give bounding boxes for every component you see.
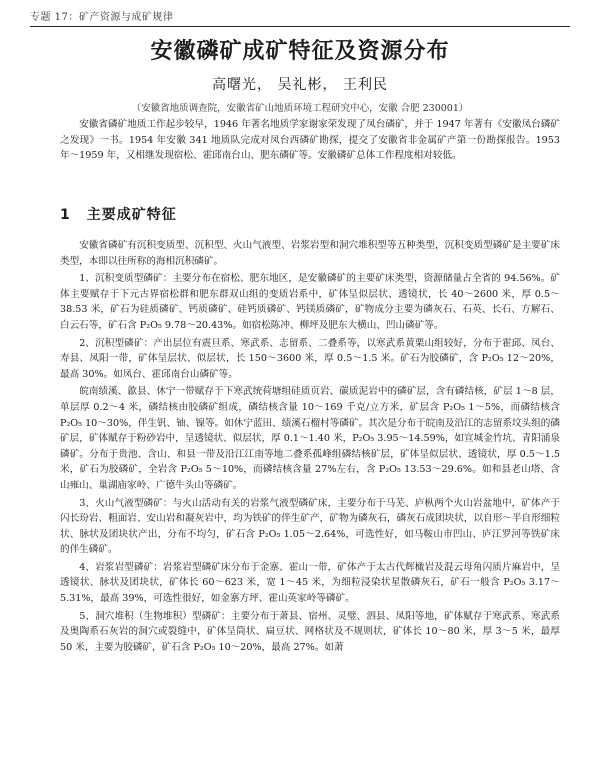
paragraph-sedimentary: 2、沉积型磷矿：产出层位有震旦系、寒武系、志留系、二叠系等，以寒武系黄栗山组较好，分布于霍邱、凤台、寿县、凤阳一带，矿体呈层状、似层状，长 150～3600 米，厚 0.5～1.5 米。矿石为胶磷矿，含 P₂O₅ 12～20%，最高 30%。如凤台、霍邱南台山磷矿等。 bbox=[60, 337, 560, 380]
authors: 高曙光， 吴礼彬， 王利民 bbox=[212, 77, 388, 93]
section-title: 主要成矿特征 bbox=[86, 207, 177, 223]
paragraph-metamorphic: 1、沉积变质型磷矿：主要分布在宿松、肥东地区，是安徽磷矿的主要矿床类型，资源储量占全省的 94.56%。矿体主要赋存于下元古界宿松群和肥东群双山组的变质岩系中，矿体呈似层状、透镜状，长 40～2600 米，厚 0.5～38.53 米，矿石为硅质磷矿、钙质磷矿、硅钙质磷矿、钙镁质磷矿，矿物成分主要为磷灰石、石英、长石、方解石、白云石等，矿石含 P₂O₅ 9.78～20.43%。如宿松陈冲、柳坪及肥东大横山、凹山磷矿等。 bbox=[60, 273, 560, 331]
section-number: 1 bbox=[60, 207, 71, 223]
paragraph-cave: 5、洞穴堆积（生物堆积）型磷矿：主要分布于萧县、宿州、灵璧、泗县、凤阳等地，矿体赋存于寒武系、寒武系及奥陶系石灰岩的洞穴或裂缝中，矿体呈筒状、扁豆状、网格状及不规则状，矿体长 10～80 米，厚 3～5 米，最厚 50 米，主要为胶磷矿，矿石含 P₂O₅ 10～20%，最高 27%。如萧 bbox=[60, 610, 560, 653]
affiliation: （安徽省地质调查院，安徽省矿山地质环境工程研究中心，安徽 合肥 230001） bbox=[131, 103, 469, 114]
section-body bbox=[60, 238, 560, 657]
paragraph-overview: 安徽省磷矿有沉积变质型、沉积型、火山气液型、岩浆岩型和洞穴堆积型等五种类型，沉积变质型磷矿是主要矿床类型，本即以往所称的海相沉积磷矿。 bbox=[60, 240, 560, 267]
running-head: 专题 17：矿产资源与成矿规律 bbox=[30, 8, 570, 27]
paragraph-volcanic: 3、火山气液型磷矿：与火山活动有关的岩浆气液型磷矿床，主要分布于马芜、庐枞两个火山岩盆地中，矿体产于闪长玢岩、粗面岩、安山岩和凝灰岩中，均为铁矿的伴生矿产，矿物为磷灰石，磷灰石成团块状，以自形～半自形细粒状、脉状及团块状产出，分布不均匀，矿石含 P₂O₅ 1.05～2.64%，可选性好，如马鞍山市凹山、庐江罗河等铁矿床的伴生磷矿。 bbox=[60, 497, 560, 556]
paper-title: 安徽磷矿成矿特征及资源分布 bbox=[150, 39, 450, 64]
paragraph-southern-anhui: 皖南绩溪、歙县、休宁一带赋存于下寒武统荷塘组硅质页岩、碳质泥岩中的磷矿层，含有磷结核，矿层 1～8 层，单层厚 0.2～4 米，磷结核由胶磷矿组成，磷结核含量 10～169 千克/立方米，矿层含 P₂O₅ 1～5%，而磷结核含 P₂O₅ 10～30%，伴生钒、铀、镍等。如休宁蓝田、绩溪石榴村等磷矿。其次是分布于皖南及沿江的志留系坟头组的磷矿层，矿体赋存于粉砂岩中，呈透镜状、似层状，厚 0.1～1.40 米，P₂O₅ 3.95～14.59%，如宣城金竹坑、青阳涌泉磷矿。分布于贵池、含山、和县一带及沿江江南等地二叠系孤峰组磷结核矿层，矿体呈似层状、透镜状，厚 0.5～1.5 米，矿石为胶磷矿，全岩含 P₂O₅ 5～10%，而磷结核含量 27%左右，含 P₂O₅ 13.53～29.6%。如和县老山塔、含山雍山、巢湖庙家岭、广德牛头山等磷矿。 bbox=[60, 386, 560, 491]
section-heading bbox=[60, 204, 177, 224]
intro-paragraph: 安徽省磷矿地质工作起步较早，1946 年著名地质学家谢家荣发现了凤台磷矿，并于 1947 年著有《安徽凤台磷矿之发现》一书。1954 年安徽 341 地质队完成对凤台西磷矿勘探，提交了安徽省非金属矿产第一份勘探报告。1953 年～1959 年，又相继发现宿松、霍邱南台山、肥东磷矿等。安徽磷矿总体工作程度相对较低。 bbox=[60, 119, 560, 161]
paragraph-magmatic: 4、岩浆岩型磷矿：岩浆岩型磷矿床分布于金寨、霍山一带，矿体产于太古代辉橄岩及混云母角闪质片麻岩中，呈透镜状、脉状及团块状，矿体长 60～623 米，宽 1～45 米，为细粒浸染状星散磷灰石，矿石一般含 P₂O₅ 3.17～5.31%，最高 39%，可选性很好，如金寨方坪、霍山英家岭等磷矿。 bbox=[60, 561, 560, 605]
